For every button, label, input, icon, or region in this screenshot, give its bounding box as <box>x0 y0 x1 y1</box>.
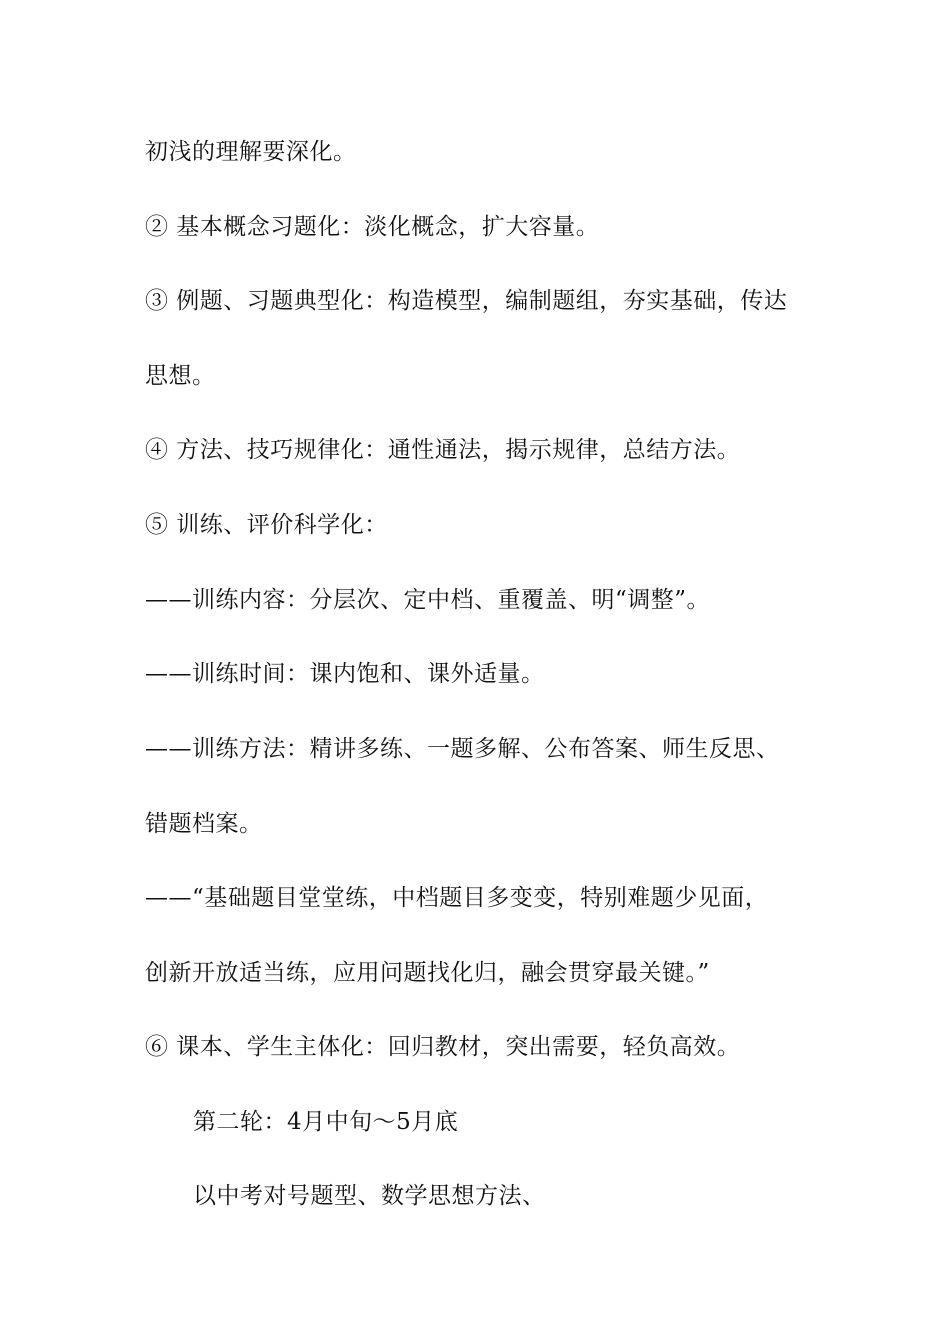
paragraph-line: ③ 例题、习题典型化：构造模型，编制题组，夯实基础，传达 <box>145 288 788 314</box>
paragraph-line: ⑥ 课本、学生主体化：回归教材，突出需要，轻负高效。 <box>145 1034 741 1060</box>
paragraph-line: 错题档案。 <box>145 811 263 837</box>
paragraph-line: 初浅的理解要深化。 <box>145 139 357 165</box>
paragraph-line: 创新开放适当练，应用问题找化归，融会贯穿最关键。” <box>145 960 710 986</box>
paragraph-line: ——“基础题目堂堂练，中档题目多变变，特别难题少见面， <box>145 885 769 911</box>
section-heading: 第二轮：4月中旬～5月底 <box>193 1109 459 1135</box>
paragraph-line: ——训练时间：课内饱和、课外适量。 <box>145 661 545 687</box>
paragraph-line: ② 基本概念习题化：淡化概念，扩大容量。 <box>145 214 600 240</box>
paragraph-line: 以中考对号题型、数学思想方法、 <box>193 1183 546 1209</box>
paragraph-line: ——训练内容：分层次、定中档、重覆盖、明“调整”。 <box>145 587 711 613</box>
paragraph-line: 思想。 <box>145 363 216 389</box>
paragraph-line: ④ 方法、技巧规律化：通性通法，揭示规律，总结方法。 <box>145 437 741 463</box>
paragraph-line: ⑤ 训练、评价科学化： <box>145 512 388 538</box>
paragraph-line: ——训练方法：精讲多练、一题多解、公布答案、师生反思、 <box>145 736 780 762</box>
